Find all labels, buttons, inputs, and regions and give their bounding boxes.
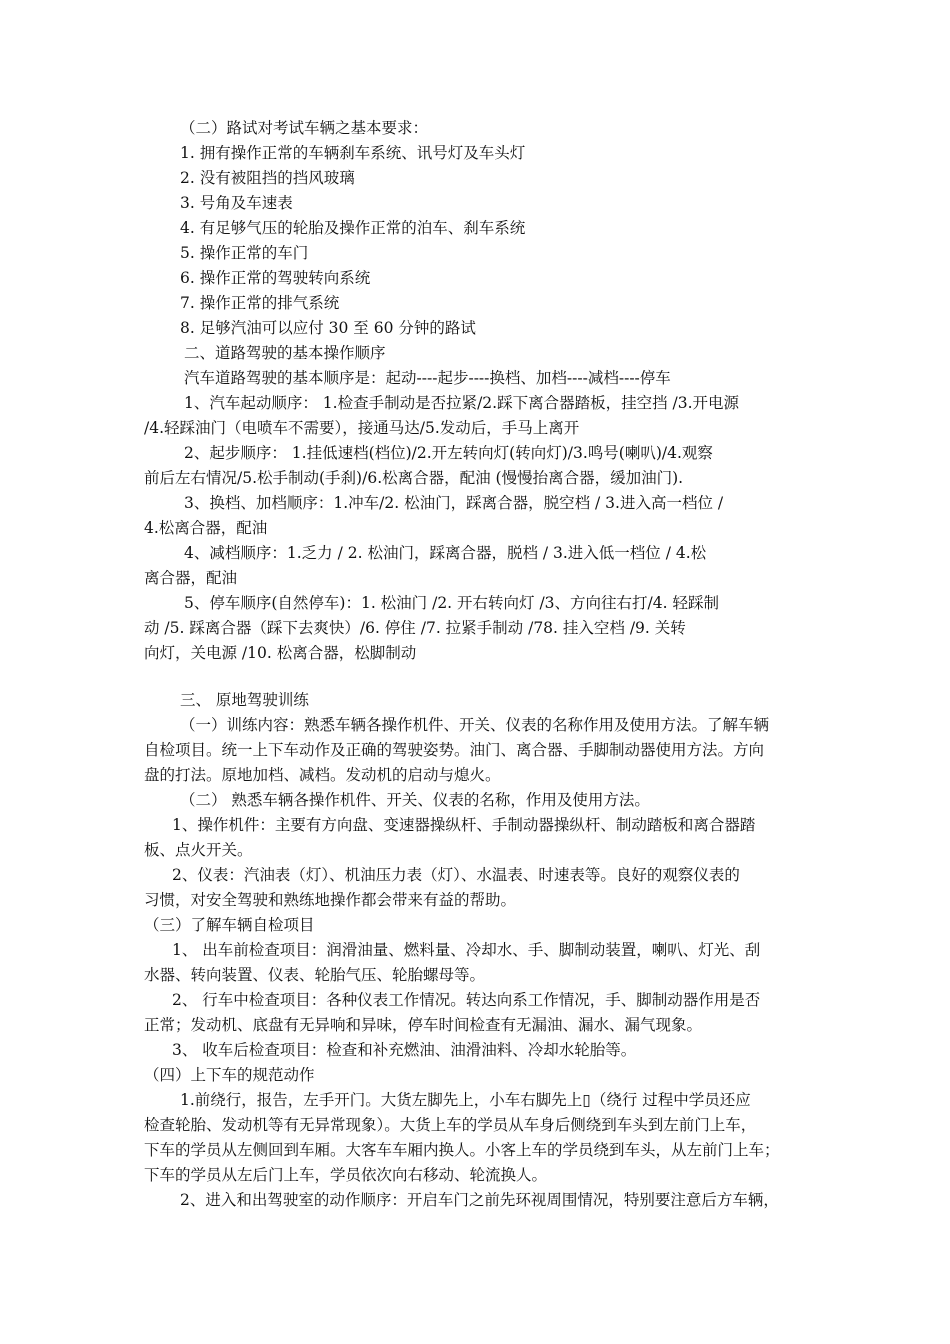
paragraph-line: 3、换档、加档顺序：1.冲车/2. 松油门，踩离合器，脱空档 / 3.进入高一档位 / [184, 494, 724, 512]
paragraph-line: 前后左右情况/5.松手制动(手刹)/6.松离合器，配油 (慢慢抬离合器，缓加油门). [144, 469, 684, 487]
paragraph-line: 盘的打法。原地加档、减档。发动机的启动与熄火。 [144, 766, 501, 784]
list-item: 4. 有足够气压的轮胎及操作正常的泊车、刹车系统 [180, 219, 526, 237]
paragraph-line: 板、点火开关。 [144, 841, 253, 859]
paragraph-line: 1.前绕行，报告，左手开门。大货左脚先上，小车右脚先上▯（绕行 过程中学员还应 [180, 1091, 751, 1109]
paragraph-line: 5、停车顺序(自然停车)：1. 松油门 /2. 开右转向灯 /3、方向往右打/4. 轻踩制 [184, 594, 719, 612]
list-item: 3. 号角及车速表 [180, 194, 293, 212]
paragraph-line: 4、减档顺序：1.乏力 / 2. 松油门，踩离合器，脱档 / 3.进入低一档位 / 4.松 [184, 544, 707, 562]
paragraph-line: 下车的学员从左侧回到车厢。大客车车厢内换人。小客上车的学员绕到车头，从左前门上车； [144, 1141, 780, 1159]
paragraph-line: 2、进入和出驾驶室的动作顺序：开启车门之前先环视周围情况，特别要注意后方车辆， [180, 1191, 779, 1209]
list-item: 2. 没有被阻挡的挡风玻璃 [180, 169, 355, 187]
paragraph-line: 2、仪表：汽油表（灯）、机油压力表（灯）、水温表、时速表等。良好的观察仪表的 [172, 866, 740, 884]
paragraph-line: 2、起步顺序： 1.挂低速档(档位)/2.开左转向灯(转向灯)/3.鸣号(喇叭)/4.观察 [184, 444, 713, 462]
list-item: 6. 操作正常的驾驶转向系统 [180, 269, 371, 287]
paragraph-line: 1、操作机件：主要有方向盘、变速器操纵杆、手制动器操纵杆、制动踏板和离合器踏 [172, 816, 756, 834]
list-item: 8. 足够汽油可以应付 30 至 60 分钟的路试 [180, 319, 476, 337]
paragraph-line: /4.轻踩油门（电喷车不需要），接通马达/5.发动后，手马上离开 [144, 419, 580, 437]
list-item: 5. 操作正常的车门 [180, 244, 309, 262]
section-heading: 三、 原地驾驶训练 [180, 691, 309, 709]
paragraph-line: 1、汽车起动顺序： 1.检查手制动是否拉紧/2.踩下离合器踏板，挂空挡 /3.开电源 [184, 394, 740, 412]
section-heading: （三）了解车辆自检项目 [144, 916, 315, 934]
paragraph-line: 汽车道路驾驶的基本顺序是：起动----起步----换档、加档----减档----停车 [184, 369, 671, 387]
paragraph-line: 下车的学员从左后门上车，学员依次向右移动、轮流换人。 [144, 1166, 548, 1184]
paragraph-line: 离合器，配油 [144, 569, 238, 587]
paragraph-line: 2、 行车中检查项目：各种仪表工作情况。转达向系工作情况，手、脚制动器作用是否 [172, 991, 761, 1009]
list-item: 1. 拥有操作正常的车辆刹车系统、讯号灯及车头灯 [180, 144, 526, 162]
paragraph-line: 习惯，对安全驾驶和熟练地操作都会带来有益的帮助。 [144, 891, 517, 909]
paragraph-line: 向灯，关电源 /10. 松离合器，松脚制动 [144, 644, 417, 662]
paragraph-line: 检查轮胎、发动机等有无异常现象）。大货上车的学员从车身后侧绕到车头到左前门上车， [144, 1116, 757, 1134]
section-heading: （四）上下车的规范动作 [144, 1066, 315, 1084]
paragraph-line: 1、 出车前检查项目：润滑油量、燃料量、冷却水、手、脚制动装置，喇叭、灯光、刮 [172, 941, 761, 959]
list-item: 7. 操作正常的排气系统 [180, 294, 340, 312]
paragraph-line: 动 /5. 踩离合器（踩下去爽快）/6. 停住 /7. 拉紧手制动 /78. 挂入空档 /9. 关转 [144, 619, 686, 637]
section-heading: （二）路试对考试车辆之基本要求： [180, 119, 429, 137]
paragraph-line: 自检项目。统一上下车动作及正确的驾驶姿势。油门、离合器、手脚制动器使用方法。方向 [144, 741, 765, 759]
paragraph-line: 水器、转向装置、仪表、轮胎气压、轮胎螺母等。 [144, 966, 486, 984]
section-heading: 二、道路驾驶的基本操作顺序 [184, 344, 386, 362]
paragraph-line: 4.松离合器，配油 [144, 519, 268, 537]
paragraph-line: 3、 收车后检查项目：检查和补充燃油、油滑油料、冷却水轮胎等。 [172, 1041, 637, 1059]
paragraph-line: （一）训练内容：熟悉车辆各操作机件、开关、仪表的名称作用及使用方法。了解车辆 [180, 716, 770, 734]
section-heading: （二） 熟悉车辆各操作机件、开关、仪表的名称，作用及使用方法。 [180, 791, 650, 809]
paragraph-line: 正常；发动机、底盘有无异响和异味，停车时间检查有无漏油、漏水、漏气现象。 [144, 1016, 703, 1034]
